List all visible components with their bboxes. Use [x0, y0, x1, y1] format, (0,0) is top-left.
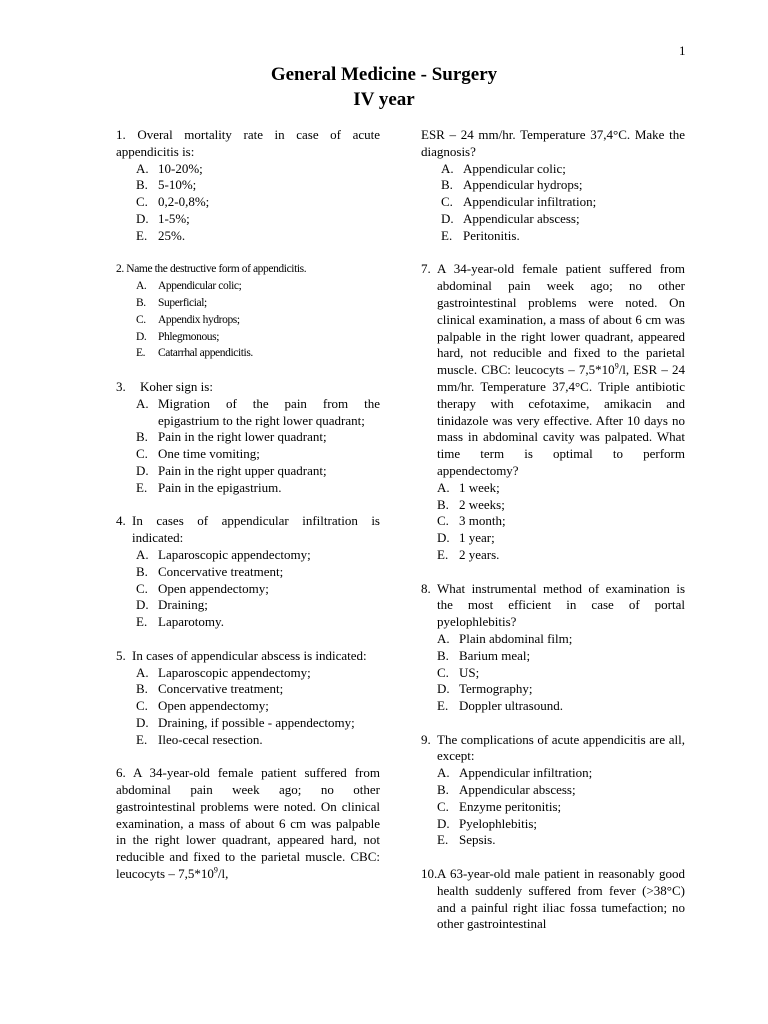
question-number: 9.: [421, 731, 431, 747]
superscript: 9: [213, 865, 218, 875]
option-b: [136, 295, 380, 312]
option-d: [136, 715, 380, 732]
option-text: 1 week;: [459, 479, 500, 495]
option-text: Pain in the right lower quadrant;: [158, 429, 327, 445]
question-text-part: /l, ESR – 24 mm/hr. Temperature 37,4°C. Triple antibiotic therapy with cefotaxime, amikacin and tinidazole was very effective. After 10 days no mass in abdominal cavity was palpated. What time term is optimal to perform appendectomy?: [437, 362, 685, 478]
question-8: [421, 581, 685, 715]
option-letter: B.: [136, 681, 148, 697]
option-letter: E.: [437, 832, 449, 848]
option-letter: A.: [437, 479, 450, 495]
question-2-options: [116, 278, 380, 362]
option-c: [136, 194, 380, 211]
option-text: Laparoscopic appendectomy;: [158, 546, 311, 562]
question-9-stem: [421, 732, 685, 766]
option-letter: D.: [136, 462, 149, 478]
question-3: [116, 379, 380, 497]
option-text: Pain in the right upper quadrant;: [158, 462, 327, 478]
option-a: [136, 665, 380, 682]
option-e: [441, 228, 685, 245]
option-letter: E.: [136, 479, 148, 495]
option-letter: E.: [136, 731, 148, 747]
option-a: [136, 278, 380, 295]
option-b: [136, 429, 380, 446]
option-text: Ileo-cecal resection.: [158, 731, 263, 747]
option-letter: C.: [437, 798, 449, 814]
option-letter: B.: [437, 496, 449, 512]
option-letter: D.: [136, 210, 149, 226]
option-c: [437, 513, 685, 530]
option-text: Peritonitis.: [463, 227, 520, 243]
option-letter: C.: [437, 513, 449, 529]
document-subtitle: IV year: [353, 89, 415, 110]
option-text: 10-20%;: [158, 160, 203, 176]
option-letter: B.: [136, 429, 148, 445]
option-a: [136, 396, 380, 430]
option-text: Catarrhal appendicitis.: [158, 347, 253, 360]
option-text: 3 month;: [459, 513, 506, 529]
option-a: [136, 547, 380, 564]
option-text: Appendicular infiltration;: [459, 765, 593, 781]
option-text: Plain abdominal film;: [459, 630, 573, 646]
option-e: [136, 614, 380, 631]
option-letter: C.: [136, 313, 146, 326]
option-d: [136, 329, 380, 346]
option-text: Barium meal;: [459, 647, 531, 663]
option-text: 1-5%;: [158, 210, 190, 226]
question-number: 10.: [421, 866, 438, 882]
option-e: [136, 228, 380, 245]
option-text: Appendicular abscess;: [459, 782, 576, 798]
option-d: [437, 816, 685, 833]
option-b: [441, 177, 685, 194]
option-text: Draining;: [158, 597, 208, 613]
option-letter: A.: [441, 160, 454, 176]
question-text: The complications of acute appendicitis are all, except:: [437, 731, 685, 764]
option-c: [136, 581, 380, 598]
option-letter: C.: [136, 194, 148, 210]
option-text: Open appendectomy;: [158, 698, 269, 714]
option-letter: A.: [136, 280, 147, 293]
option-text: Sepsis.: [459, 832, 496, 848]
question-6-continued: [421, 127, 685, 245]
option-text: Laparoscopic appendectomy;: [158, 664, 311, 680]
question-1-options: [116, 161, 380, 245]
option-letter: A.: [136, 160, 149, 176]
option-text: One time vomiting;: [158, 446, 260, 462]
option-letter: C.: [136, 580, 148, 596]
question-8-options: [421, 631, 685, 715]
option-letter: B.: [437, 647, 449, 663]
option-letter: C.: [136, 446, 148, 462]
option-e: [136, 480, 380, 497]
option-text: Enzyme peritonitis;: [459, 798, 562, 814]
question-2: [116, 261, 380, 362]
question-7: [421, 261, 685, 563]
question-number: 5.: [116, 647, 126, 663]
option-d: [437, 681, 685, 698]
option-c: [136, 698, 380, 715]
option-e: [136, 732, 380, 749]
option-a: [136, 161, 380, 178]
option-text: Doppler ultrasound.: [459, 698, 563, 714]
option-d: [136, 597, 380, 614]
option-letter: D.: [441, 210, 454, 226]
option-a: [441, 161, 685, 178]
option-b: [437, 497, 685, 514]
option-letter: C.: [136, 698, 148, 714]
option-letter: B.: [136, 177, 148, 193]
option-b: [437, 648, 685, 665]
option-c: [441, 194, 685, 211]
option-letter: E.: [441, 227, 453, 243]
question-text: 6. A 34-year-old female patient suffered from abdominal pain week ago; no other gastrointestinal problems were noted. On clinical examination, a mass of about 6 cm was palpable in the right lower quadrant, appeared hard, not reducible and fixed to the parietal muscle. CBC: leucocyts – 7,5*10: [116, 765, 380, 882]
question-3-options: [116, 396, 380, 497]
option-text: 2 weeks;: [459, 496, 505, 512]
question-10: [421, 866, 685, 933]
option-a: [437, 480, 685, 497]
option-text: Pain in the epigastrium.: [158, 479, 282, 495]
question-1-stem: 1. Overal mortality rate in case of acute appendicitis is:: [116, 127, 380, 159]
option-text: Appendicular hydrops;: [463, 177, 583, 193]
question-9: [421, 732, 685, 850]
question-number: 4.: [116, 513, 126, 529]
option-d: [136, 463, 380, 480]
option-a: [437, 631, 685, 648]
option-b: [437, 782, 685, 799]
question-7-stem: [421, 261, 685, 479]
option-letter: E.: [437, 546, 449, 562]
option-text: Phlegmonous;: [158, 330, 220, 343]
document-title: General Medicine - Surgery: [270, 64, 498, 85]
question-9-options: [421, 765, 685, 849]
question-text-tail: /l,: [217, 866, 229, 882]
question-5-stem: [116, 648, 380, 665]
question-2-stem: 2. Name the destructive form of appendicitis.: [116, 263, 307, 276]
option-letter: A.: [437, 630, 450, 646]
question-6-continued-text: ESR – 24 mm/hr. Temperature 37,4°C. Make the diagnosis?: [421, 127, 685, 159]
option-text: Appendicular infiltration;: [463, 194, 597, 210]
question-4-options: [116, 547, 380, 631]
option-letter: D.: [437, 681, 450, 697]
left-column: [116, 127, 380, 900]
option-text: Appendicular colic;: [158, 280, 242, 293]
option-text: Concervative treatment;: [158, 563, 284, 579]
option-text: Appendix hydrops;: [158, 313, 240, 326]
question-8-stem: [421, 581, 685, 631]
question-number: 3.: [116, 378, 126, 394]
option-letter: A.: [136, 664, 149, 680]
question-6: [116, 765, 380, 883]
option-text: Appendicular colic;: [463, 160, 566, 176]
question-6-options: [421, 161, 685, 245]
option-text: 1 year;: [459, 530, 495, 546]
option-a: [437, 765, 685, 782]
option-d: [136, 211, 380, 228]
option-text: Concervative treatment;: [158, 681, 284, 697]
option-letter: B.: [136, 296, 146, 309]
option-letter: D.: [136, 330, 147, 343]
question-text: [437, 261, 685, 479]
option-letter: D.: [437, 530, 450, 546]
option-e: [437, 698, 685, 715]
superscript: 9: [614, 361, 619, 371]
option-e: [437, 547, 685, 564]
option-text: 0,2-0,8%;: [158, 194, 210, 210]
option-text: Migration of the pain from the epigastrium to the right lower quadrant;: [158, 395, 380, 428]
question-number: 8.: [421, 580, 431, 596]
question-5-options: [116, 665, 380, 749]
option-c: [437, 799, 685, 816]
option-b: [136, 564, 380, 581]
option-letter: D.: [136, 597, 149, 613]
question-text: In cases of appendicular abscess is indicated:: [132, 647, 367, 663]
question-text: A 63-year-old male patient in reasonably good health suddenly suffered from fever (>38°C) and a painful right iliac fossa tumefaction; no other gastrointestinal: [437, 866, 685, 932]
question-6-stem: [116, 765, 380, 883]
option-letter: E.: [136, 347, 146, 360]
option-text: Draining, if possible - appendectomy;: [158, 714, 355, 730]
option-text: Termography;: [459, 681, 533, 697]
question-10-stem: [421, 866, 685, 933]
option-e: [136, 345, 380, 362]
option-text: 2 years.: [459, 546, 500, 562]
option-letter: B.: [441, 177, 453, 193]
option-e: [437, 832, 685, 849]
option-letter: D.: [136, 714, 149, 730]
option-letter: B.: [136, 563, 148, 579]
question-5: [116, 648, 380, 749]
option-text: Superficial;: [158, 296, 207, 309]
option-letter: B.: [437, 782, 449, 798]
option-letter: D.: [437, 815, 450, 831]
option-d: [437, 530, 685, 547]
question-number: 7.: [421, 261, 431, 277]
option-b: [136, 681, 380, 698]
question-text: What instrumental method of examination is the most efficient in case of portal pyelophlebitis?: [437, 580, 685, 630]
option-c: [136, 446, 380, 463]
option-text: 25%.: [158, 227, 186, 243]
option-text: Appendicular abscess;: [463, 210, 580, 226]
option-text: US;: [459, 664, 480, 680]
question-7-options: [421, 480, 685, 564]
right-column: [421, 127, 685, 950]
option-letter: E.: [136, 614, 148, 630]
option-text: Laparotomy.: [158, 614, 224, 630]
page-number: 1: [679, 43, 686, 58]
question-1: [116, 127, 380, 245]
option-c: [136, 312, 380, 329]
question-text: In cases of appendicular infiltration is indicated:: [132, 513, 380, 546]
option-letter: E.: [136, 227, 148, 243]
question-text: Koher sign is:: [140, 378, 213, 394]
option-letter: A.: [136, 395, 149, 411]
option-letter: C.: [441, 194, 453, 210]
option-letter: E.: [437, 698, 449, 714]
option-letter: A.: [136, 546, 149, 562]
question-4: [116, 513, 380, 631]
option-letter: A.: [437, 765, 450, 781]
option-text: Pyelophlebitis;: [459, 815, 537, 831]
option-text: Open appendectomy;: [158, 580, 269, 596]
option-letter: C.: [437, 664, 449, 680]
question-4-stem: [116, 513, 380, 547]
question-text-part: A 34-year-old female patient suffered from abdominal pain week ago; no other gastrointestinal problems were noted. On clinical examination, a mass of about 6 cm was palpable in the right lower quadrant, appeared hard, not reducible and fixed to the parietal muscle. CBC: leucocyts – 7,5*10: [437, 261, 685, 378]
option-text: 5-10%;: [158, 177, 197, 193]
option-c: [437, 665, 685, 682]
option-d: [441, 211, 685, 228]
question-3-stem: [116, 379, 380, 396]
option-b: [136, 177, 380, 194]
